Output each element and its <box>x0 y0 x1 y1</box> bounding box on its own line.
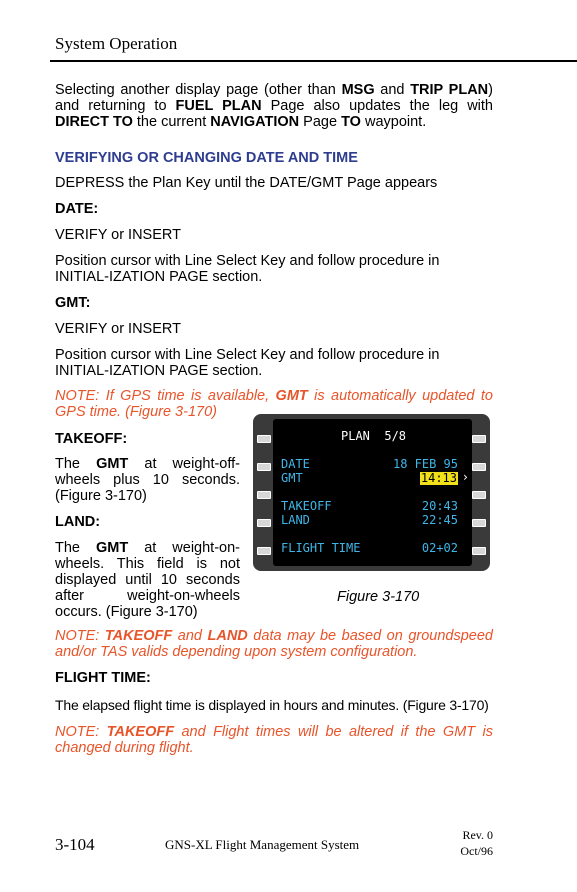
revision-label: Rev. 0 <box>462 828 493 842</box>
gmt-verify: VERIFY or INSERT <box>55 321 181 337</box>
intro-paragraph: Selecting another display page (other than MSG and TRIP PLAN) and returning to FUEL PLAN Page also updates the leg with DIRECT TO the current NAVIGATION Page TO waypoint. <box>55 82 493 130</box>
footer-title: GNS-XL Flight Management System <box>165 837 360 852</box>
cdu-cursor-arrow-icon: › <box>461 470 469 484</box>
takeoff-description: The GMT at weight-off-wheels plus 10 seconds. (Figure 3-170) <box>55 456 240 504</box>
note-gps-time: NOTE: If GPS time is available, GMT is automatically updated to GPS time. (Figure 3-170) <box>55 388 493 420</box>
date-label: DATE: <box>55 201 99 217</box>
cdu-date-label: DATE <box>281 457 310 471</box>
line-select-key-left-2[interactable] <box>257 463 271 471</box>
revision-date: Oct/96 <box>460 844 493 858</box>
date-verify: VERIFY or INSERT <box>55 227 181 243</box>
date-procedure: Position cursor with Line Select Key and follow procedure in INITIAL-IZATION PAGE section. <box>55 253 440 285</box>
cdu-gmt-label: GMT <box>281 471 303 485</box>
section-heading: VERIFYING OR CHANGING DATE AND TIME <box>55 150 358 166</box>
footer-revision <box>460 827 493 859</box>
depress-instruction: DEPRESS the Plan Key until the DATE/GMT Page appears <box>55 175 438 191</box>
cdu-takeoff-label: TAKEOFF <box>281 499 332 513</box>
cdu-screen <box>273 419 472 566</box>
line-select-key-right-1[interactable] <box>472 435 486 443</box>
page-header-title: System Operation <box>55 34 178 53</box>
flight-time-description: The elapsed flight time is displayed in hours and minutes. (Figure 3-170) <box>55 697 489 713</box>
cdu-gmt-value: 14:13 <box>420 471 457 485</box>
note-takeoff-land-data: NOTE: TAKEOFF and LAND data may be based on groundspeed and/or TAS valids depending upon system configuration. <box>55 628 493 660</box>
gmt-label: GMT: <box>55 295 91 311</box>
land-description: The GMT at weight-on-wheels. This field is not displayed until 10 seconds after weight-on-wheels occurs. (Figure 3-170) <box>55 540 240 620</box>
line-select-key-right-4[interactable] <box>472 519 486 527</box>
line-select-key-left-4[interactable] <box>257 519 271 527</box>
line-select-key-left-1[interactable] <box>257 435 271 443</box>
land-label: LAND: <box>55 514 101 530</box>
line-select-key-left-5[interactable] <box>257 547 271 555</box>
cdu-page-title: PLAN 5/8 <box>341 429 407 443</box>
line-select-key-right-5[interactable] <box>472 547 486 555</box>
page-number: 3-104 <box>55 835 95 854</box>
cdu-land-value: 22:45 <box>421 513 458 527</box>
header-rule <box>50 60 577 62</box>
cdu-takeoff-value: 20:43 <box>421 499 458 513</box>
line-select-key-right-3[interactable] <box>472 491 486 499</box>
takeoff-label: TAKEOFF: <box>55 431 128 447</box>
note-flight-times-altered: NOTE: TAKEOFF and Flight times will be altered if the GMT is changed during flight. <box>55 724 493 756</box>
gmt-procedure: Position cursor with Line Select Key and follow procedure in INITIAL-IZATION PAGE section. <box>55 347 440 379</box>
cdu-flight-time-value: 02+02 <box>421 541 458 555</box>
figure-caption: Figure 3-170 <box>337 589 420 605</box>
cdu-display-figure <box>253 414 490 571</box>
line-select-key-right-2[interactable] <box>472 463 486 471</box>
flight-time-label: FLIGHT TIME: <box>55 670 151 686</box>
cdu-date-value: 18 FEB 95 <box>392 457 458 471</box>
cdu-land-label: LAND <box>281 513 310 527</box>
cdu-flight-time-label: FLIGHT TIME <box>281 541 361 555</box>
line-select-key-left-3[interactable] <box>257 491 271 499</box>
